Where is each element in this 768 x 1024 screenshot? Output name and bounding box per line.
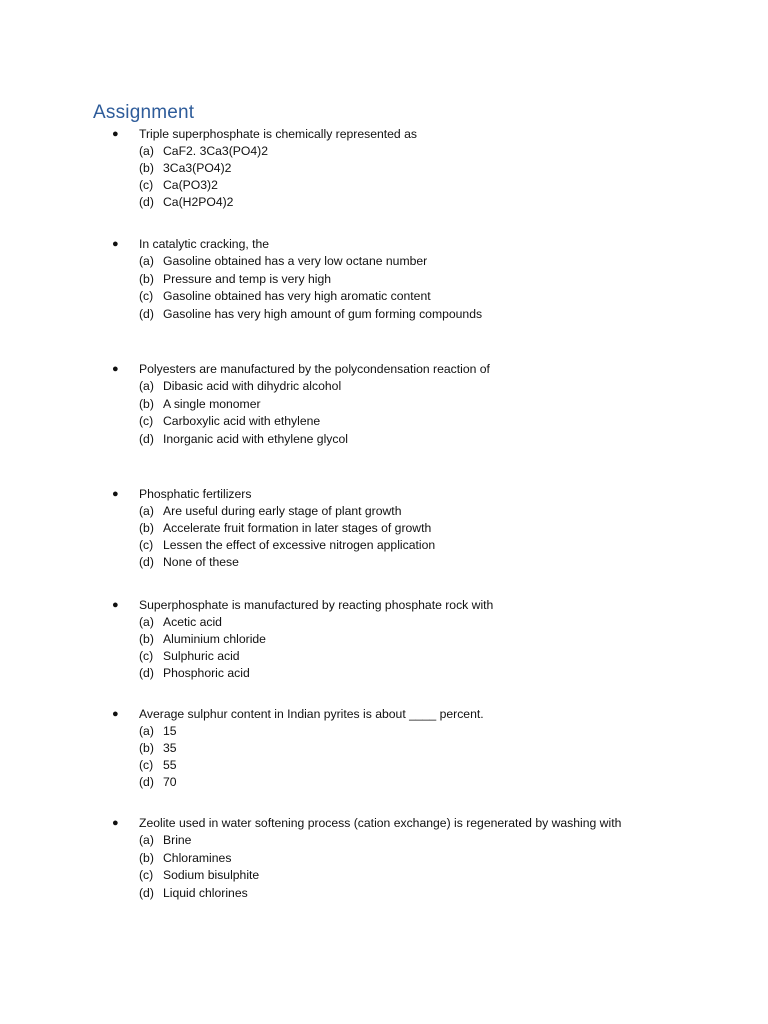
option-text: Are useful during early stage of plant growth: [163, 504, 402, 518]
option-d: [112, 774, 732, 791]
question-3: [112, 361, 732, 448]
option-letter: (c): [139, 538, 154, 552]
option-a: [112, 143, 732, 160]
question-2: [112, 236, 732, 323]
option-text: Sodium bisulphite: [163, 868, 260, 882]
option-a: [112, 614, 732, 631]
option-text: Gasoline obtained has a very low octane number: [163, 254, 428, 268]
bullet-icon: ●: [112, 488, 119, 500]
option-text: 15: [163, 724, 177, 738]
option-letter: (c): [139, 289, 154, 303]
option-a: [112, 832, 732, 850]
option-b: [112, 520, 732, 537]
option-letter: (a): [139, 144, 154, 158]
option-a: [112, 503, 732, 520]
option-c: [112, 288, 732, 306]
option-d: [112, 431, 732, 448]
option-text: A single monomer: [163, 397, 261, 411]
option-b: [112, 740, 732, 757]
option-letter: (d): [139, 886, 154, 900]
option-letter: (b): [139, 397, 154, 411]
option-c: [112, 757, 732, 774]
option-letter: (b): [139, 272, 154, 286]
option-text: 55: [163, 758, 177, 772]
question-stem: [112, 486, 732, 503]
option-text: Inorganic acid with ethylene glycol: [163, 432, 348, 446]
option-a: [112, 378, 732, 396]
bullet-icon: ●: [112, 363, 119, 375]
question-text: In catalytic cracking, the: [139, 237, 270, 251]
option-b: [112, 631, 732, 648]
option-d: [112, 194, 732, 211]
option-text: Aluminium chloride: [163, 632, 266, 646]
option-text: Sulphuric acid: [163, 649, 240, 663]
option-letter: (b): [139, 632, 154, 646]
option-letter: (d): [139, 432, 154, 446]
option-text: Brine: [163, 833, 192, 847]
option-text: Carboxylic acid with ethylene: [163, 414, 321, 428]
option-letter: (c): [139, 868, 154, 882]
option-letter: (d): [139, 775, 154, 789]
option-letter: (b): [139, 521, 154, 535]
option-a: [112, 253, 732, 271]
option-b: [112, 271, 732, 288]
question-1: [112, 126, 732, 211]
option-text: 70: [163, 775, 177, 789]
option-letter: (a): [139, 833, 154, 847]
option-c: [112, 537, 732, 554]
option-text: 3Ca3(PO4)2: [163, 161, 232, 175]
option-letter: (a): [139, 254, 154, 268]
question-text: Triple superphosphate is chemically represented as: [139, 127, 417, 141]
option-text: Ca(PO3)2: [163, 178, 218, 192]
option-c: [112, 413, 732, 431]
option-d: [112, 306, 732, 323]
question-text: Zeolite used in water softening process (cation exchange) is regenerated by washing with: [139, 816, 622, 830]
option-c: [112, 177, 732, 194]
option-letter: (c): [139, 649, 154, 663]
option-text: Gasoline has very high amount of gum forming compounds: [163, 307, 483, 321]
question-stem: [112, 815, 732, 832]
question-stem: [112, 236, 732, 253]
option-a: [112, 723, 732, 740]
option-letter: (c): [139, 758, 154, 772]
question-stem: [112, 126, 732, 143]
option-d: [112, 665, 732, 682]
option-letter: (b): [139, 161, 154, 175]
option-text: Liquid chlorines: [163, 886, 248, 900]
option-text: 35: [163, 741, 177, 755]
option-d: [112, 885, 732, 902]
question-text: Superphosphate is manufactured by reacting phosphate rock with: [139, 598, 494, 612]
option-text: Accelerate fruit formation in later stages of growth: [163, 521, 432, 535]
option-text: Gasoline obtained has very high aromatic content: [163, 289, 431, 303]
question-stem: [112, 706, 732, 723]
option-letter: (c): [139, 414, 154, 428]
option-b: [112, 160, 732, 177]
option-letter: (b): [139, 741, 154, 755]
option-letter: (c): [139, 178, 154, 192]
bullet-icon: ●: [112, 599, 119, 611]
bullet-icon: ●: [112, 817, 119, 829]
option-b: [112, 396, 732, 413]
option-text: Ca(H2PO4)2: [163, 195, 234, 209]
option-text: Chloramines: [163, 851, 232, 865]
question-4: [112, 486, 732, 572]
option-letter: (d): [139, 307, 154, 321]
page-title: Assignment: [93, 102, 195, 123]
question-6: [112, 706, 732, 791]
option-text: None of these: [163, 555, 239, 569]
option-text: Pressure and temp is very high: [163, 272, 331, 286]
question-5: [112, 597, 732, 682]
question-7: [112, 815, 732, 902]
option-letter: (a): [139, 379, 154, 393]
option-letter: (d): [139, 666, 154, 680]
question-stem: [112, 361, 732, 378]
option-text: Dibasic acid with dihydric alcohol: [163, 379, 342, 393]
option-c: [112, 648, 732, 665]
option-letter: (a): [139, 504, 154, 518]
bullet-icon: ●: [112, 128, 119, 140]
bullet-icon: ●: [112, 238, 119, 250]
question-text: Average sulphur content in Indian pyrites is about ____ percent.: [139, 707, 484, 721]
question-text: Polyesters are manufactured by the polycondensation reaction of: [139, 362, 490, 376]
question-stem: [112, 597, 732, 614]
option-text: Acetic acid: [163, 615, 222, 629]
option-letter: (a): [139, 615, 154, 629]
option-letter: (d): [139, 555, 154, 569]
option-letter: (a): [139, 724, 154, 738]
option-d: [112, 554, 732, 572]
option-b: [112, 850, 732, 867]
option-c: [112, 867, 732, 885]
option-letter: (d): [139, 195, 154, 209]
option-text: Lessen the effect of excessive nitrogen application: [163, 538, 436, 552]
option-letter: (b): [139, 851, 154, 865]
bullet-icon: ●: [112, 708, 119, 720]
question-text: Phosphatic fertilizers: [139, 487, 252, 501]
option-text: CaF2. 3Ca3(PO4)2: [163, 144, 268, 158]
option-text: Phosphoric acid: [163, 666, 250, 680]
